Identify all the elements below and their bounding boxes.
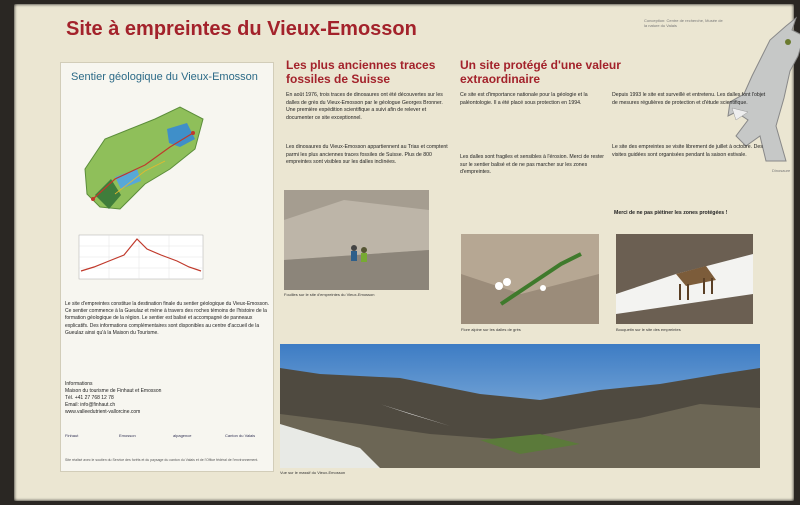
flowers-caption: Flore alpine sur les dalles de grès [461,327,521,332]
ibex-photo [616,234,753,324]
map-title: Sentier géologique du Vieux-Emosson [71,71,258,83]
panorama-caption: Vue sur le massif du Vieux-Emosson [280,470,346,475]
logo-row [61,433,273,453]
col2-text1: Ce site est d'importance nationale pour la géologie et la paléontologie. Il a été placé sous protection en 1994. [460,92,588,106]
logo: alpagence [173,433,192,438]
map-panel [60,62,274,472]
panorama-photo [280,344,760,468]
info-line: Maison du tourisme de Finhaut et Emosson [65,388,162,394]
protected-notice: Merci de ne pas piétiner les zones protégées ! [614,210,728,216]
logo: Finhaut [65,433,79,438]
excavation-photo [284,190,429,290]
heading-protected-site: Un site protégé d'une valeur extraordinaire [460,58,621,86]
credits: Conception: Centre de recherche, Musée de la nature du Valais [644,18,723,28]
col1-text2: Les dinosaures du Vieux-Emosson appartiennent au Trias et comptent parmi les plus anciennes traces fossiles de Suisse. Plus de 800 empreintes sont visibles sur les dalles inclinées. [286,144,448,166]
footer-note: Site réalisé avec le soutien du Service des forêts et du paysage du canton du Valais et de l'Office fédéral de l'environnement. [65,458,259,462]
logo: Canton du Valais [225,433,256,438]
elevation-profile [69,231,207,291]
dinosaur-caption: Dinosaure [772,168,791,173]
logo: Emosson [119,433,136,438]
excavation-caption: Fouilles sur le site d'empreintes du Vieux-Emosson [284,292,375,297]
map-description: Le site d'empreintes constitue la destination finale du sentier géologique du Vieux-Emosson. Ce sentier commence à la Gueulaz et mène à travers des roches témoins de l'histoire de la formation géologique de la région. Le sentier est balisé et accompagné de panneaux explicatifs. Des informations complémentaires sont disponibles au centre d'accueil de la Gueulaz ainsi qu'à la Maison du Tourisme. [65,301,270,336]
board-title: Site à empreintes du Vieux-Emosson [66,18,417,40]
trail-map [75,99,209,217]
info-line: Tél. +41 27 768 12 78 [65,395,114,401]
heading-oldest-traces: Les plus anciennes traces fossiles de Suisse [286,58,436,86]
info-block [65,381,265,416]
info-board [14,4,794,501]
col3-text1: Depuis 1993 le site est surveillé et entretenu. Les dalles font l'objet de mesures régulières de protection et d'étude scientifique. [612,92,766,106]
info-line: Informations [65,381,93,387]
info-line: Email: info@finhaut.ch [65,402,116,408]
ibex-caption: Bouquetin sur le site des empreintes [616,327,681,332]
col2-text2: Les dalles sont fragiles et sensibles à l'érosion. Merci de rester sur le sentier balisé et de ne pas marcher sur les zones d'empreintes. [460,154,605,176]
col3-text2: Le site des empreintes se visite librement de juillet à octobre. Des visites guidées sont organisées pendant la saison estivale. [612,144,763,158]
col1-text1: En août 1976, trois traces de dinosaures ont été découvertes sur les dalles de grès du Vieux-Emosson par le géologue Georges Bronner. Une première expédition scientifique a suivi afin de relever et documenter ce site exceptionnel. [286,92,443,121]
info-line: www.valleedutrient-vallorcine.com [65,409,141,415]
flowers-photo [461,234,599,324]
